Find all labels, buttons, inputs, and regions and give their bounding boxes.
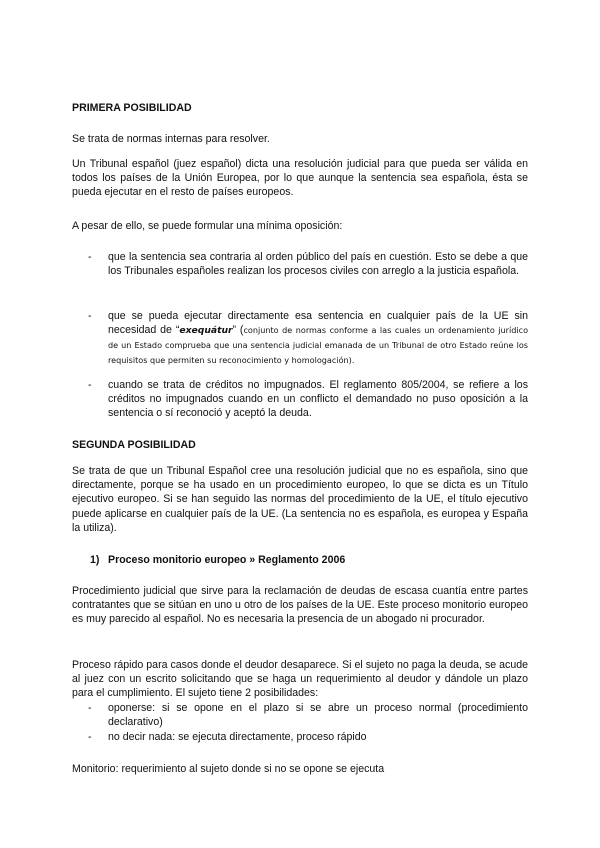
paragraph: Se trata de que un Tribunal Español cree una resolución judicial que no es española, sino que directamente, porque se ha usado en un procedimiento europeo, lo que se dicta es un Título ejecutivo europeo. Si se han seguido las normas del procedimiento de la UE, el título ejecutivo puede aplicarse en cualquier país de la UE. (La sentencia no es española, es europea y España la utiliza). [72, 465, 528, 534]
paren-close: ). [348, 354, 355, 365]
paragraph: Proceso rápido para casos donde el deudor desaparece. Si el sujeto no paga la deuda, se acude al juez con un escrito solicitando que se haga un requerimiento al deudor y dándole un plazo para el cumplimiento. El sujeto tiene 2 posibilidades: [72, 659, 528, 700]
option-item: no decir nada: se ejecuta directamente, proceso rápido [108, 731, 367, 743]
paragraph: Se trata de normas internas para resolver. [72, 133, 270, 145]
bullet-dash: - [88, 251, 92, 263]
paragraph: Monitorio: requerimiento al sujeto donde si no se opone se ejecuta [72, 763, 385, 775]
paragraph: Procedimiento judicial que sirve para la reclamación de deudas de escasa cuantía entre partes contratantes que se sitúan en uno u otro de los países de la UE. Este proceso monitorio europeo es muy parecido al español. No es necesaria la presencia de un abogado ni procurador. [72, 585, 528, 626]
section-heading-primera: PRIMERA POSIBILIDAD [72, 102, 192, 114]
subsection-number: 1) [90, 554, 100, 566]
option-item: oponerse: si se opone en el plazo si se abre un proceso normal (procedimiento declarativo) [108, 702, 528, 729]
exequatur-term: exequátur [179, 325, 233, 337]
section-heading-segunda: SEGUNDA POSIBILIDAD [72, 439, 196, 451]
bullet-item: cuando se trata de créditos no impugnados. El reglamento 805/2004, se refiere a los créditos no impugnados cuando en un conflicto el demandado no puso oposición a la sentencia o sí reconoció y aceptó la deuda. [108, 379, 528, 420]
bullet-item [108, 309, 528, 367]
bullet-text: que se pueda ejecutar directamente esa sentencia en cualquier país de la UE sin necesidad de “ [108, 310, 528, 337]
subsection-heading: Proceso monitorio europeo » Reglamento 2006 [108, 554, 346, 566]
paragraph: A pesar de ello, se puede formular una mínima oposición: [72, 220, 343, 232]
bullet-dash: - [88, 379, 92, 391]
quote-paren: ” ( [232, 324, 244, 337]
bullet-item: que la sentencia sea contraria al orden público del país en cuestión. Esto se debe a que los Tribunales españoles realizan los procesos civiles con arreglo a la justicia española. [108, 251, 528, 278]
exequatur-definition: conjunto de normas conforme a las cuales un ordenamiento jurídico de un Estado comprueba que una sentencia judicial emanada de un Tribunal de otro Estado reúne los requisitos que permiten su reconocimiento y homologación [108, 325, 529, 365]
option-dash: - [88, 731, 92, 743]
option-dash: - [88, 702, 92, 714]
paragraph: Un Tribunal español (juez español) dicta una resolución judicial para que pueda ser válida en todos los países de la Unión Europea, por lo que aunque la sentencia sea española, ésta se pueda ejecutar en el resto de países europeos. [72, 158, 528, 199]
bullet-dash: - [88, 310, 92, 322]
